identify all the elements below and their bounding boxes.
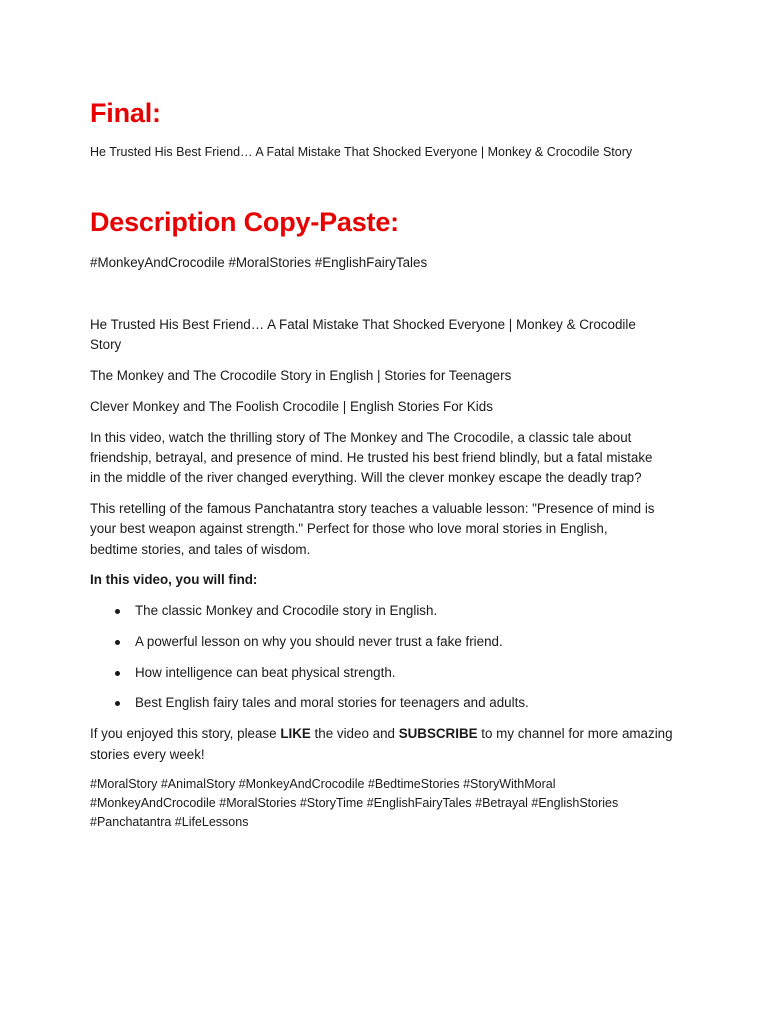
cta-text: If you enjoyed this story, please [90, 726, 281, 741]
title-line-1: He Trusted His Best Friend… A Fatal Mistake That Shocked Everyone | Monkey & Crocodile [90, 317, 636, 332]
retelling-line: your best weapon against strength." Perfect for those who love moral stories in English, [90, 521, 608, 536]
retelling-line: This retelling of the famous Panchatantra story teaches a valuable lesson: "Presence of mind is [90, 501, 655, 516]
like-emphasis: LIKE [280, 726, 311, 741]
bottom-hashtags-line: #Panchatantra #LifeLessons [90, 815, 249, 829]
bullet-icon [115, 609, 120, 614]
bottom-hashtags-line: #MonkeyAndCrocodile #MoralStories #StoryTime #EnglishFairyTales #Betrayal #EnglishStories [90, 796, 619, 810]
cta-line-2: stories every week! [90, 747, 205, 762]
subscribe-emphasis: SUBSCRIBE [398, 726, 478, 741]
intro-line: in the middle of the river changed everything. Will the clever monkey escape the deadly trap? [90, 470, 642, 485]
title-line-3: Clever Monkey and The Foolish Crocodile | English Stories For Kids [90, 399, 493, 414]
title-line-1-cont: Story [90, 337, 122, 352]
bottom-hashtags-line: #MoralStory #AnimalStory #MonkeyAndCrocodile #BedtimeStories #StoryWithMoral [90, 777, 556, 791]
final-title: He Trusted His Best Friend… A Fatal Mistake That Shocked Everyone | Monkey & Crocodile Story [90, 145, 633, 159]
cta-line [90, 724, 690, 745]
list-item-text: The classic Monkey and Crocodile story in English. [135, 603, 438, 618]
list-item-text: How intelligence can beat physical strength. [135, 665, 396, 680]
cta-text: the video and [310, 726, 399, 741]
intro-line: friendship, betrayal, and presence of mind. He trusted his best friend blindly, but a fatal mistake [90, 450, 653, 465]
retelling-line: bedtime stories, and tales of wisdom. [90, 542, 311, 557]
final-heading: Final: [90, 98, 161, 128]
description-heading: Description Copy-Paste: [90, 207, 399, 237]
list-item-text: Best English fairy tales and moral stories for teenagers and adults. [135, 695, 529, 710]
bullet-icon [115, 640, 120, 645]
bullet-icon [115, 671, 120, 676]
top-hashtags: #MonkeyAndCrocodile #MoralStories #EnglishFairyTales [90, 255, 428, 270]
bullet-icon [115, 701, 120, 706]
cta-text: to my channel for more amazing [477, 726, 673, 741]
list-item-text: A powerful lesson on why you should never trust a fake friend. [135, 634, 503, 649]
intro-line: In this video, watch the thrilling story of The Monkey and The Crocodile, a classic tale about [90, 430, 632, 445]
find-heading: In this video, you will find: [90, 572, 258, 587]
title-line-2: The Monkey and The Crocodile Story in English | Stories for Teenagers [90, 368, 512, 383]
